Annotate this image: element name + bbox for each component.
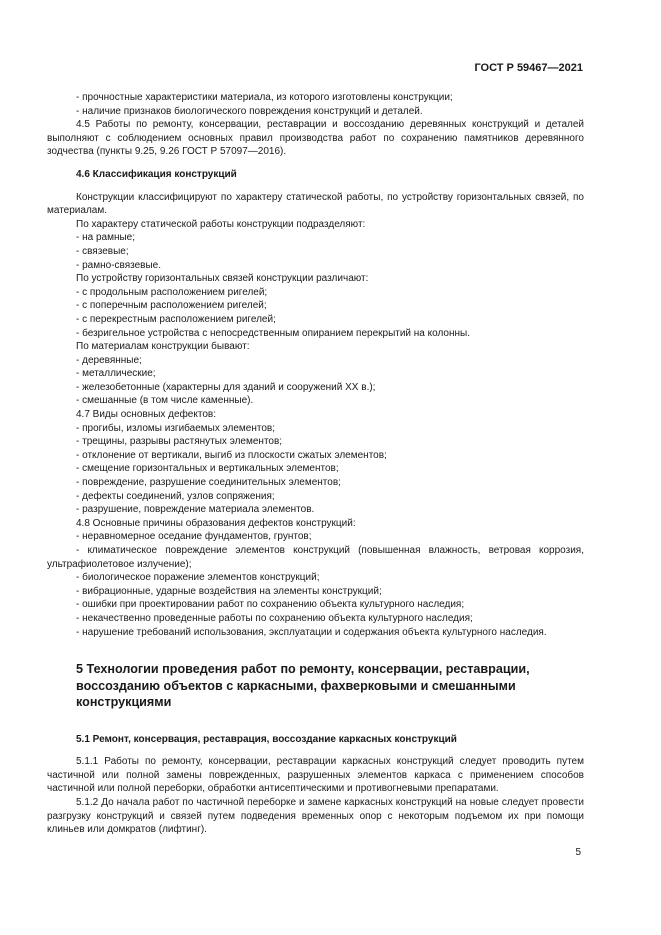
paragraph: 5.1.2 До начала работ по частичной переборке и замене каркасных конструкций на новые следует провести разгрузку конструкций и связей путем подведения временных опор с некоторым подъемом их при помощи клиньев или домкратов (лифтинг).: [47, 797, 584, 836]
paragraph: 4.8 Основные причины образования дефектов конструкций:: [76, 517, 356, 529]
paragraph: - трещины, разрывы растянутых элементов;: [76, 436, 283, 448]
paragraph: 4.5 Работы по ремонту, консервации, реставрации и воссозданию деревянных конструкций и деталей выполняют с соблюдением основных правил производства работ по сохранению памятников деревянного зодчества (пункты 9.25, 9.26 ГОСТ Р 57097—2016).: [47, 119, 584, 158]
paragraph: Конструкции классифицируют по характеру статической работы, по устройству горизонтальных связей, по материалам.: [47, 191, 584, 217]
paragraph: - с продольным расположением ригелей;: [76, 286, 268, 298]
paragraph: - прочностные характеристики материала, из которого изготовлены конструкции;: [76, 92, 453, 103]
paragraph: - разрушение, повреждение материала элементов.: [76, 504, 315, 516]
paragraph: - безригельное устройства с непосредственным опиранием перекрытий на колонны.: [76, 327, 470, 339]
paragraph: - климатическое повреждение элементов конструкций (повышенная влажность, ветровая коррозия, ультрафиолетовое излучение);: [47, 545, 584, 570]
paragraph: - отклонение от вертикали, выгиб из плоскости сжатых элементов;: [76, 449, 387, 461]
paragraph: - на рамные;: [76, 232, 136, 244]
subsection-heading: 5.1 Ремонт, консервация, реставрация, воссоздание каркасных конструкций: [76, 733, 457, 745]
paragraph: - прогибы, изломы изгибаемых элементов;: [76, 422, 275, 434]
paragraph: - вибрационные, ударные воздействия на элементы конструкций;: [76, 585, 382, 597]
paragraph: 4.7 Виды основных дефектов:: [76, 409, 216, 421]
paragraph: - неравномерное оседание фундаментов, грунтов;: [76, 531, 312, 543]
paragraph: - рамно-связевые.: [76, 259, 162, 271]
paragraph: - железобетонные (характерны для зданий и сооружений XX в.);: [76, 381, 376, 393]
spacer: [47, 639, 584, 661]
paragraph: - ошибки при проектировании работ по сохранению объекта культурного наследия;: [76, 599, 465, 611]
paragraph: 5.1.1 Работы по ремонту, консервации, реставрации каркасных конструкций следует проводить путем частичной или полной замены поврежденных, разрушенных элементов каркаса с применением способов частичной или полной переборки, обработки антисептическими и противогневыми препаратами.: [47, 756, 584, 795]
spacer: [47, 182, 584, 191]
spacer: [47, 711, 584, 733]
document-body: [47, 91, 584, 837]
paragraph: По характеру статической работы конструкции подразделяют:: [76, 218, 366, 230]
paragraph: По устройству горизонтальных связей конструкции различают:: [76, 273, 369, 285]
paragraph: - наличие признаков биологического повреждения конструкций и деталей.: [76, 105, 423, 117]
paragraph: По материалам конструкции бывают:: [76, 341, 250, 353]
document-code: ГОСТ Р 59467—2021: [474, 62, 583, 74]
paragraph: - с поперечным расположением ригелей;: [76, 300, 267, 312]
spacer: [47, 159, 584, 168]
paragraph: - некачественно проведенные работы по сохранению объекта культурного наследия;: [76, 612, 473, 624]
paragraph: - дефекты соединений, узлов сопряжения;: [76, 490, 275, 502]
spacer: [47, 746, 584, 755]
paragraph: - связевые;: [76, 245, 129, 257]
paragraph: - металлические;: [76, 368, 156, 380]
page-number: 5: [575, 847, 581, 858]
paragraph: - с перекрестным расположением ригелей;: [76, 313, 276, 325]
paragraph: - деревянные;: [76, 354, 142, 366]
paragraph: - повреждение, разрушение соединительных элементов;: [76, 477, 341, 489]
paragraph: - биологическое поражение элементов конструкций;: [76, 572, 320, 584]
paragraph: - нарушение требований использования, эксплуатации и содержания объекта культурного наследия.: [76, 626, 547, 638]
paragraph: - смешанные (в том числе каменные).: [76, 395, 254, 407]
paragraph: - смещение горизонтальных и вертикальных элементов;: [76, 463, 339, 475]
subsection-heading: 4.6 Классификация конструкций: [76, 168, 237, 180]
section-heading: 5 Технологии проведения работ по ремонту, консервации, реставрации, воссозданию объектов с каркасными, фахверковыми и смешанными конструкциями: [76, 662, 530, 710]
